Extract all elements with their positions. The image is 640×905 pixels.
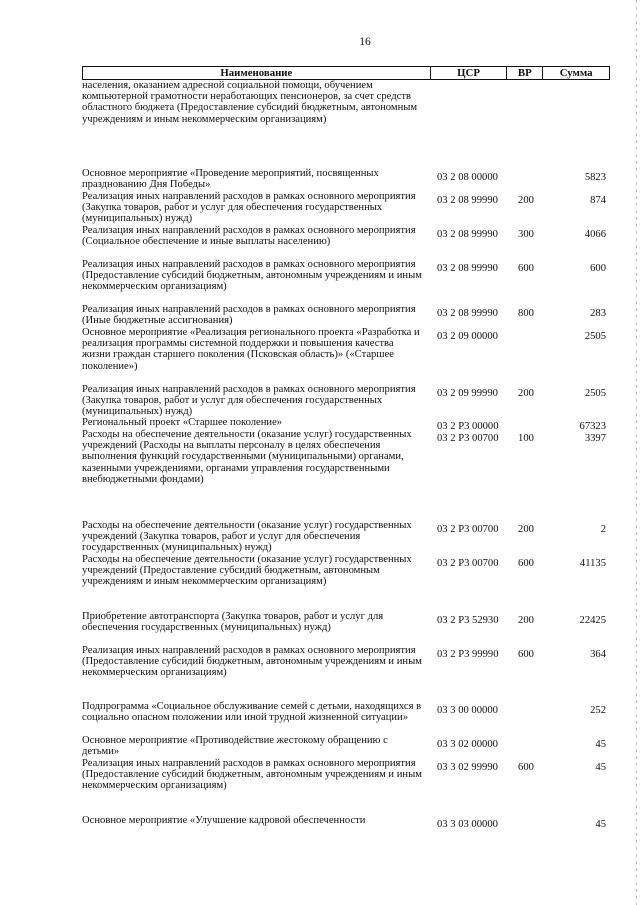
row-vr [508,815,544,819]
row-csr: 03 2 08 99990 [437,195,498,206]
header-sum: Сумма [559,67,593,79]
table-row [82,80,610,125]
table-row [82,384,610,418]
table-header [82,66,610,80]
table-row [82,554,610,588]
table-row [82,520,610,554]
table-row [82,735,610,757]
row-name: Региональный проект «Старшее поколение» [82,417,283,428]
row-vr: 800 [518,308,534,319]
row-name: Реализация иных направлений расходов в рамках основного мероприятия (Иные бюджетные ассигнования) [82,304,416,327]
table-row [82,758,610,792]
row-sum: 2505 [584,388,606,399]
row-csr: 03 2 09 99990 [437,388,498,399]
row-vr: 200 [518,195,534,206]
row-csr: 03 2 P3 00700 [437,433,499,444]
row-csr: 03 3 02 99990 [437,762,498,773]
row-csr: 03 2 08 99990 [437,229,498,240]
row-sum: 45 [595,762,606,773]
row-sum: 364 [590,649,606,660]
table-row [82,429,610,485]
row-sum: 252 [590,705,606,716]
row-csr: 03 2 09 00000 [437,331,498,342]
row-sum: 45 [595,739,606,750]
row-vr: 600 [518,649,534,660]
table-row [82,225,610,247]
row-sum: 41135 [579,558,606,569]
row-csr: 03 2 P3 99990 [437,649,499,660]
row-sum: 2505 [584,331,606,342]
row-csr: 03 2 P3 52930 [437,615,499,626]
row-name: Реализация иных направлений расходов в рамках основного мероприятия (Социальное обеспечение и иные выплаты населению) [82,225,416,248]
row-sum: 874 [590,195,606,206]
table-row [82,701,610,723]
header-csr: ЦСР [431,67,508,79]
scan-edge-line [636,0,637,905]
row-name: Основное мероприятие «Реализация регионального проекта «Разработка и реализация программы системной поддержки и повышения качества жизни граждан старшего поколения (Псковская область)» («Старшее поколение») [82,327,420,372]
row-vr [508,327,544,331]
row-csr: 03 2 08 00000 [437,172,498,183]
row-vr: 600 [518,263,534,274]
row-vr: 600 [518,762,534,773]
table-row [82,168,610,190]
table-row [82,327,610,372]
row-vr: 200 [518,388,534,399]
table-row [82,611,610,633]
row-name: Реализация иных направлений расходов в рамках основного мероприятия (Предоставление субсидий бюджетным, автономным учреждениям и иным некоммерческим организациям) [82,758,422,792]
row-sum: 5823 [584,172,606,183]
row-vr: 200 [518,615,534,626]
row-csr: 03 2 P3 00700 [437,558,499,569]
header-vr: ВР [507,67,543,79]
row-name: Реализация иных направлений расходов в рамках основного мероприятия (Предоставление субсидий бюджетным, автономным учреждениям и иным некоммерческим организациям) [82,645,422,679]
row-csr: 03 3 03 00000 [437,819,498,830]
budget-table [82,66,610,830]
row-name: населения, оказанием адресной социальной помощи, обучением компьютерной грамотности неработающих пенсионеров, за счет средств областного бюджета (Предоставление субсидий бюджетным, автономным учреждениям и иным некоммерческим организациям) [82,80,418,125]
table-row [82,259,610,293]
row-sum: 67323 [579,421,606,432]
page-number: 16 [359,36,371,48]
row-name: Расходы на обеспечение деятельности (оказание услуг) государственных учреждений (Закупка товаров, работ и услуг для обеспечения государственных (муниципальных) нужд) [82,520,412,554]
row-name: Основное мероприятие «Противодействие жестокому обращению с детьми» [82,735,388,758]
row-name: Приобретение автотранспорта (Закупка товаров, работ и услуг для обеспечения государственных (муниципальных) нужд) [82,611,384,634]
row-vr: 200 [518,524,534,535]
row-sum: 45 [595,819,606,830]
row-name: Подпрограмма «Социальное обслуживание семей с детьми, находящихся в социально опасном положении или иной трудной жизненной ситуации» [82,701,422,724]
row-vr [508,417,544,421]
row-sum: 4066 [584,229,606,240]
row-csr: 03 2 08 99990 [437,308,498,319]
row-sum: 600 [590,263,606,274]
row-csr: 03 3 00 00000 [437,705,498,716]
row-name: Реализация иных направлений расходов в рамках основного мероприятия (Предоставление субсидий бюджетным, автономным учреждениям и иным некоммерческим организациям) [82,259,422,293]
row-name: Основное мероприятие «Проведение мероприятий, посвященных празднованию Дня Победы» [82,168,379,191]
row-vr [508,168,544,172]
row-sum: 2 [600,524,606,535]
row-sum: 283 [590,308,606,319]
row-sum: 22425 [579,615,606,626]
row-vr [508,80,544,84]
row-name: Основное мероприятие «Улучшение кадровой обеспеченности [82,815,366,826]
table-row [82,815,610,830]
row-csr: 03 2 P3 00700 [437,524,499,535]
row-name: Расходы на обеспечение деятельности (оказание услуг) государственных учреждений (Предоставление субсидий бюджетным, автономным учреждениям и иным некоммерческим организациям) [82,554,412,588]
row-csr: 03 3 02 00000 [437,739,498,750]
row-name: Расходы на обеспечение деятельности (оказание услуг) государственных учреждений (Расходы на выплаты персоналу в целях обеспечения выполнения функций государственными (муниципальными) органами, казенными учреждениями, органами управления государственными внебюджетными фондами) [82,429,412,485]
table-row [82,645,610,679]
row-vr [508,701,544,705]
row-sum [544,80,610,84]
row-vr: 100 [518,433,534,444]
row-sum: 3397 [584,433,606,444]
table-row [82,304,610,326]
row-csr: 03 2 08 99990 [437,263,498,274]
header-name: Наименование [83,67,431,79]
row-name: Реализация иных направлений расходов в рамках основного мероприятия (Закупка товаров, работ и услуг для обеспечения государственных (муниципальных) нужд) [82,191,416,225]
row-vr: 300 [518,229,534,240]
row-name: Реализация иных направлений расходов в рамках основного мероприятия (Закупка товаров, работ и услуг для обеспечения государственных (муниципальных) нужд) [82,384,416,418]
row-csr: 03 2 P3 00000 [437,421,499,432]
table-row [82,191,610,225]
row-vr [508,735,544,739]
row-vr: 600 [518,558,534,569]
row-csr [431,80,508,84]
